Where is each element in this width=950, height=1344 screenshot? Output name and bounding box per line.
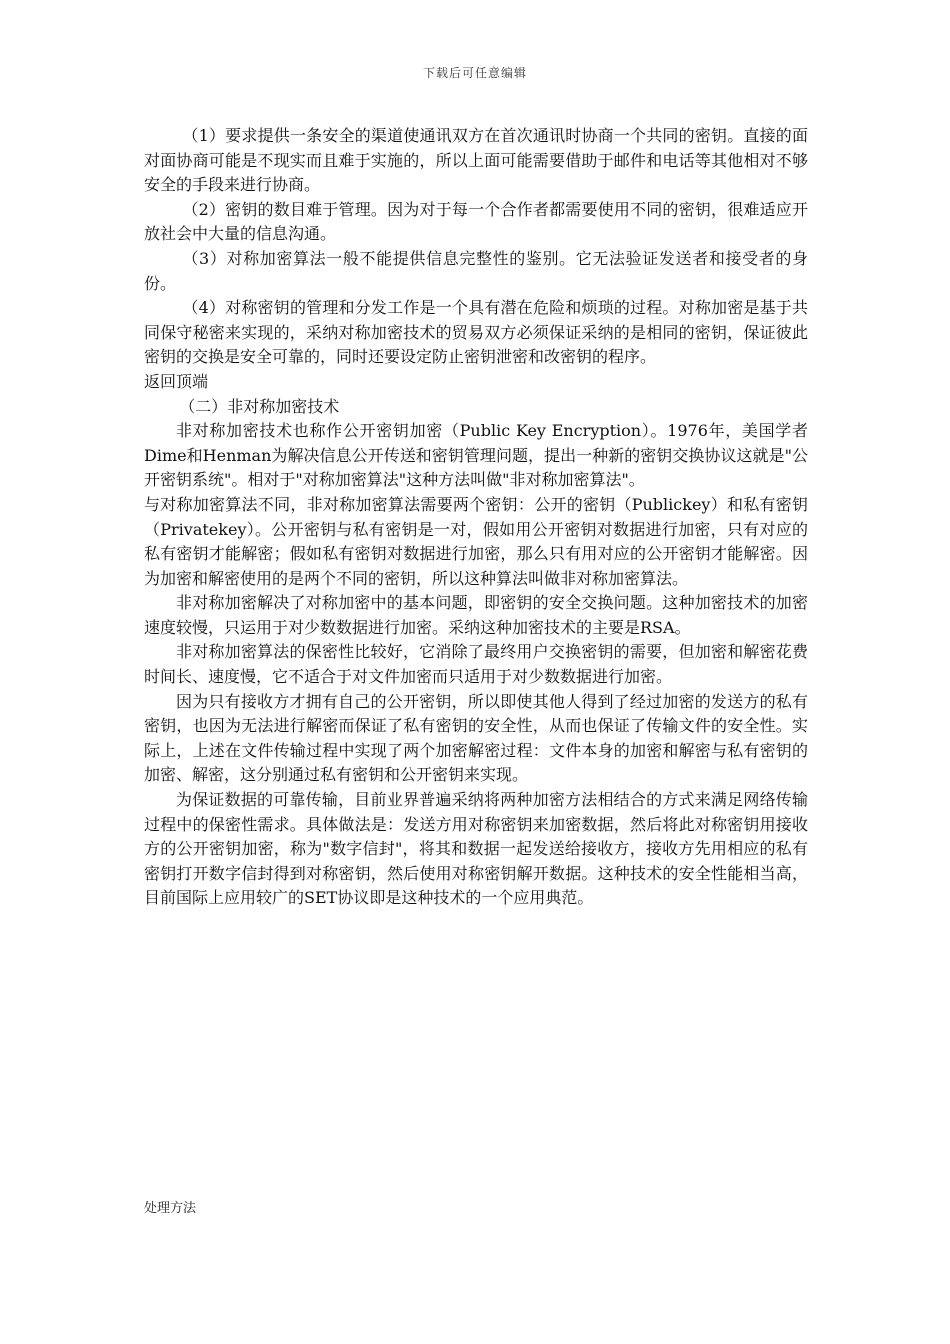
paragraph-intro: 非对称加密技术也称作公开密钥加密（Public Key Encryption）。1976年，美国学者Dime和Henman为解决信息公开传送和密钥管理问题，提出一种新的密钥交换协议这就是"公开密钥系统"。相对于"对称加密算法"这种方法叫做"非对称加密算法"。	[144, 421, 808, 490]
paragraph-item-1: （1）要求提供一条安全的渠道使通讯双方在首次通讯时协商一个共同的密钥。直接的面对面协商可能是不现实而且难于实施的，所以上面可能需要借助于邮件和电话等其他相对不够安全的手段来进行协商。	[144, 126, 808, 195]
page-header: 下载后可任意编辑	[422, 66, 527, 80]
paragraph-speed: 非对称加密解决了对称加密中的基本问题，即密钥的安全交换问题。这种加密技术的加密速度较慢，只运用于对少数数据进行加密。采纳这种加密技术的主要是RSA。	[144, 593, 808, 637]
back-to-top-link[interactable]: 返回顶端	[144, 371, 209, 391]
paragraph-item-4: （4）对称密钥的管理和分发工作是一个具有潜在危险和烦琐的过程。对称加密是基于共同保守秘密来实现的，采纳对称加密技术的贸易双方必须保证采纳的是相同的密钥，保证彼此密钥的交换是安全可靠的，同时还要设定防止密钥泄密和改密钥的程序。	[144, 298, 808, 367]
document-body	[144, 124, 808, 911]
paragraph-item-3: （3）对称加密算法一般不能提供信息完整性的鉴别。它无法验证发送者和接受者的身份。	[144, 248, 808, 293]
paragraph-item-2: （2）密钥的数目难于管理。因为对于每一个合作者都需要使用不同的密钥，很难适应开放社会中大量的信息沟通。	[144, 199, 808, 244]
page-footer: 处理方法	[144, 1201, 197, 1216]
section-heading: （二）非对称加密技术	[179, 396, 340, 416]
paragraph-keys: 与对称加密算法不同，非对称加密算法需要两个密钥：公开的密钥（Publickey）和私有密钥（Privatekey）。公开密钥与私有密钥是一对，假如用公开密钥对数据进行加密，只有对应的私有密钥才能解密；假如私有密钥对数据进行加密，那么只有用对应的公开密钥才能解密。因为加密和解密使用的是两个不同的密钥，所以这种算法叫做非对称加密算法。	[144, 494, 808, 588]
paragraph-transfer: 因为只有接收方才拥有自己的公开密钥，所以即使其他人得到了经过加密的发送方的私有密钥，也因为无法进行解密而保证了私有密钥的安全性，从而也保证了传输文件的安全性。实际上，上述在文件传输过程中实现了两个加密解密过程：文件本身的加密和解密与私有密钥的加密、解密，这分别通过私有密钥和公开密钥来实现。	[144, 691, 808, 785]
paragraph-security: 非对称加密算法的保密性比较好，它消除了最终用户交换密钥的需要，但加密和解密花费时间长、速度慢，它不适合于对文件加密而只适用于对少数数据进行加密。	[144, 642, 808, 687]
paragraph-envelope: 为保证数据的可靠传输，目前业界普遍采纳将两种加密方法相结合的方式来满足网络传输过程中的保密性需求。具体做法是：发送方用对称密钥来加密数据，然后将此对称密钥用接收方的公开密钥加密，称为"数字信封"，将其和数据一起发送给接收方，接收方先用相应的私有密钥打开数字信封得到对称密钥，然后使用对称密钥解开数据。这种技术的安全性能相当高，目前国际上应用较广的SET协议即是这种技术的一个应用典范。	[144, 790, 808, 908]
